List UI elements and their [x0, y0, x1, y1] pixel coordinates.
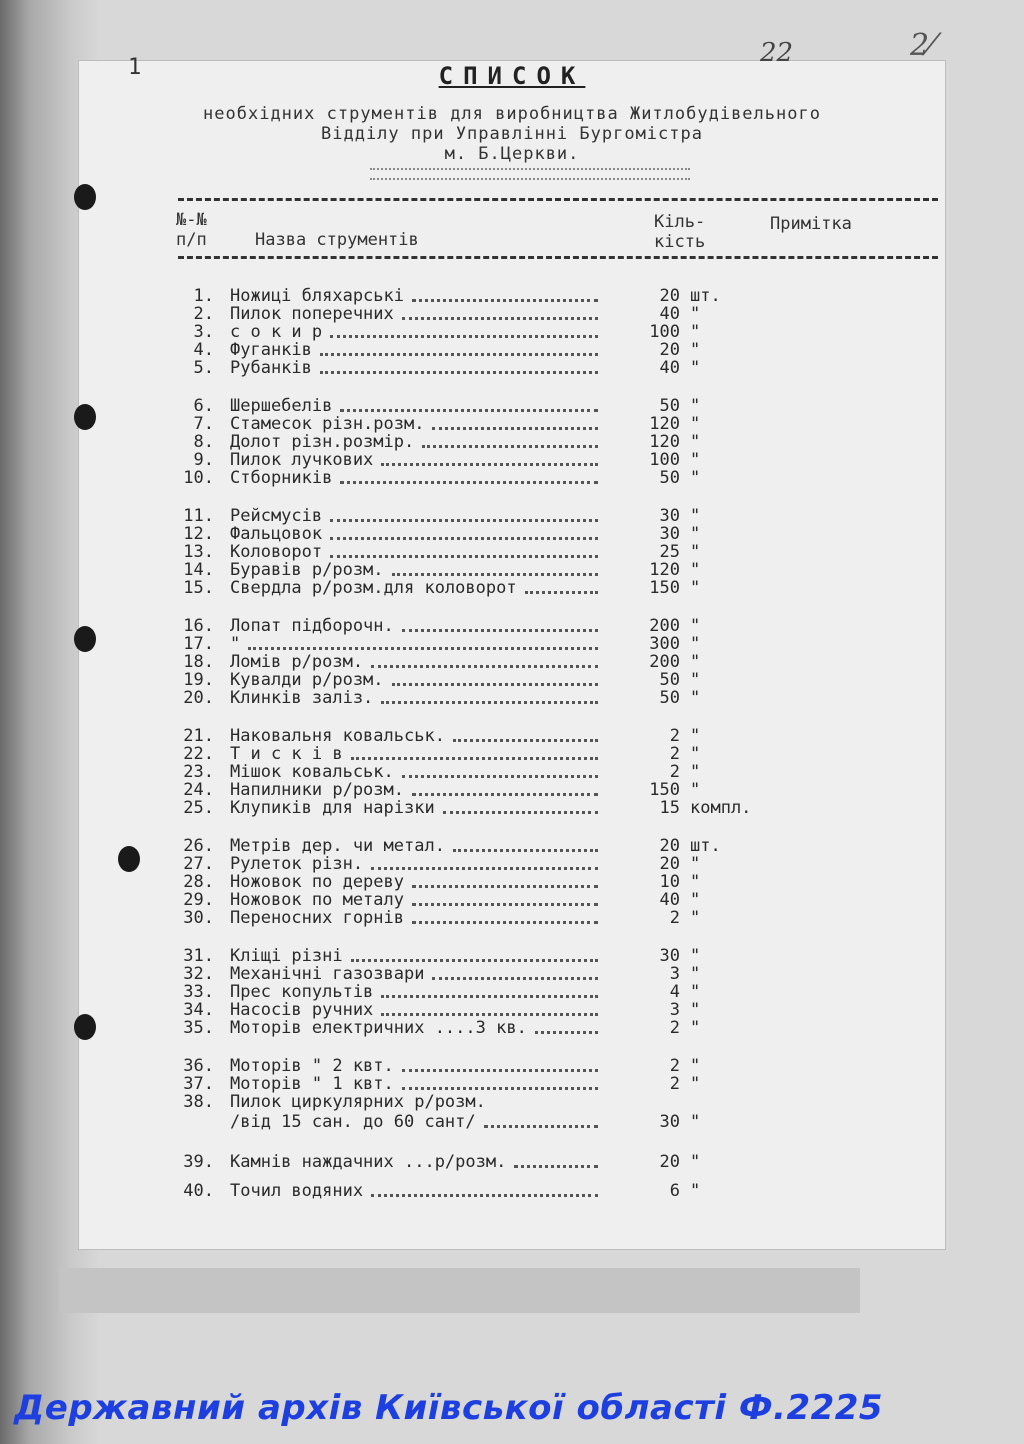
table-row [0, 322, 1024, 342]
quantity: 100 [649, 450, 680, 470]
tool-name: Механічні газозвари [230, 964, 425, 984]
row-number: 25. [183, 798, 214, 818]
table-row [0, 908, 1024, 928]
quantity: 25 [659, 542, 680, 562]
subtitle-line-1: необхідних струментів для виробництва Житлобудівельного [203, 104, 821, 124]
unit: " [690, 1018, 701, 1038]
unit: " [690, 560, 701, 580]
quantity: 120 [649, 560, 680, 580]
table-row [0, 468, 1024, 488]
unit: " [690, 946, 701, 966]
unit: " [690, 1056, 701, 1076]
page-number: 22 [760, 38, 794, 68]
row-number: 8. [193, 432, 214, 452]
unit: " [690, 1074, 701, 1094]
row-number: 38. [183, 1092, 214, 1112]
tool-name: Рулеток різн. [230, 854, 364, 874]
table-row [0, 1018, 1024, 1038]
row-number: 17. [183, 634, 214, 654]
unit: " [690, 1181, 701, 1201]
table-row [0, 872, 1024, 892]
dotted-separator [370, 178, 690, 180]
tool-name: Клупиків для нарізки [230, 798, 435, 818]
table-row [0, 1112, 1024, 1132]
row-number: 29. [183, 890, 214, 910]
tool-name: Ножовок по металу [230, 890, 404, 910]
row-number: 23. [183, 762, 214, 782]
quantity: 20 [659, 340, 680, 360]
archive-caption: Державний архів Київської області Ф.2225 [14, 1388, 884, 1428]
header-qty-bottom: кість [654, 232, 706, 252]
row-number: 19. [183, 670, 214, 690]
tool-name: Моторів " 2 квт. [230, 1056, 394, 1076]
header-name: Назва струментів [255, 230, 419, 250]
table-row [0, 578, 1024, 598]
row-number: 22. [183, 744, 214, 764]
tool-name: Точил водяних [230, 1181, 364, 1201]
unit: " [690, 616, 701, 636]
tool-name: Прес копультів [230, 982, 374, 1002]
quantity: 2 [669, 908, 680, 928]
table-row [0, 286, 1024, 306]
corner-number: 1 [128, 55, 142, 80]
unit: " [690, 304, 701, 324]
quantity: 2 [669, 744, 680, 764]
table-row [0, 780, 1024, 800]
tool-name: Буравів р/розм. [230, 560, 384, 580]
quantity: 50 [659, 468, 680, 488]
tool-name: /від 15 сан. до 60 сант/ [230, 1112, 476, 1132]
row-number: 21. [183, 726, 214, 746]
quantity: 20 [659, 854, 680, 874]
row-number: 36. [183, 1056, 214, 1076]
table-row [0, 670, 1024, 690]
table-row [0, 1000, 1024, 1020]
row-number: 32. [183, 964, 214, 984]
unit: шт. [690, 286, 721, 306]
unit: " [690, 726, 701, 746]
tool-name: Ломів р/розм. [230, 652, 364, 672]
quantity: 10 [659, 872, 680, 892]
tool-name: Пилок поперечних [230, 304, 394, 324]
table-row [0, 414, 1024, 434]
quantity: 120 [649, 432, 680, 452]
unit: " [690, 432, 701, 452]
quantity: 100 [649, 322, 680, 342]
header-note: Примітка [770, 214, 852, 234]
unit: " [690, 890, 701, 910]
table-row [0, 432, 1024, 452]
table-row [0, 358, 1024, 378]
tool-name: Пилок циркулярних р/розм. [230, 1092, 486, 1112]
quantity: 20 [659, 286, 680, 306]
unit: " [690, 780, 701, 800]
tool-name: Моторів " 1 квт. [230, 1074, 394, 1094]
table-row [0, 1056, 1024, 1076]
quantity: 200 [649, 616, 680, 636]
row-number: 5. [193, 358, 214, 378]
table-row [0, 340, 1024, 360]
unit: " [690, 468, 701, 488]
tool-name: с о к и р [230, 322, 323, 342]
quantity: 3 [669, 1000, 680, 1020]
row-number: 28. [183, 872, 214, 892]
header-top-rule [178, 198, 938, 201]
subtitle-line-2: Відділу при Управлінні Бургомістра [321, 124, 703, 144]
quantity: 30 [659, 506, 680, 526]
row-number: 26. [183, 836, 214, 856]
document-title: СПИСОК [438, 62, 586, 90]
tool-name: Лопат підборочн. [230, 616, 394, 636]
tool-name: Метрів дер. чи метал. [230, 836, 445, 856]
tool-name: Стборників [230, 468, 333, 488]
quantity: 2 [669, 1056, 680, 1076]
quantity: 20 [659, 836, 680, 856]
quantity: 300 [649, 634, 680, 654]
table-row [0, 762, 1024, 782]
tool-name: Свердла р/розм.для коловорот [230, 578, 517, 598]
tool-name: " [230, 634, 241, 654]
unit: " [690, 1152, 701, 1172]
unit: " [690, 1112, 701, 1132]
row-number: 1. [193, 286, 214, 306]
table-row [0, 982, 1024, 1002]
tool-name: Шершебелів [230, 396, 333, 416]
tool-name: Рубанків [230, 358, 312, 378]
row-number: 34. [183, 1000, 214, 1020]
table-row [0, 744, 1024, 764]
quantity: 150 [649, 578, 680, 598]
table-row [0, 890, 1024, 910]
tool-name: Переносних горнів [230, 908, 404, 928]
row-number: 13. [183, 542, 214, 562]
row-number: 3. [193, 322, 214, 342]
sheet-shadow [60, 1268, 860, 1313]
table-row [0, 726, 1024, 746]
table-row [0, 634, 1024, 654]
unit: " [690, 322, 701, 342]
row-number: 31. [183, 946, 214, 966]
quantity: 2 [669, 1074, 680, 1094]
tool-name: Стамесок різн.розм. [230, 414, 425, 434]
quantity: 2 [669, 762, 680, 782]
quantity: 2 [669, 726, 680, 746]
table-row [0, 450, 1024, 470]
table-row [0, 854, 1024, 874]
row-number: 24. [183, 780, 214, 800]
tool-name: Ножиці бляхарські [230, 286, 404, 306]
tool-name: Ножовок по дереву [230, 872, 404, 892]
tool-name: Пилок лучкових [230, 450, 374, 470]
table-row [0, 946, 1024, 966]
unit: " [690, 396, 701, 416]
row-number: 4. [193, 340, 214, 360]
tool-name: Клинків заліз. [230, 688, 374, 708]
unit: " [690, 908, 701, 928]
subtitle-line-3: м. Б.Церкви. [444, 144, 580, 164]
quantity: 4 [669, 982, 680, 1002]
unit: " [690, 542, 701, 562]
unit: " [690, 578, 701, 598]
corner-mark: 2⁄ [910, 28, 935, 63]
tool-name: Моторів електричних ....3 кв. [230, 1018, 527, 1038]
unit: " [690, 652, 701, 672]
table-row [0, 506, 1024, 526]
unit: " [690, 414, 701, 434]
table-row [0, 524, 1024, 544]
row-number: 20. [183, 688, 214, 708]
tool-name: Долот різн.розмір. [230, 432, 415, 452]
table-row [0, 1074, 1024, 1094]
header-no-bottom: п/п [176, 230, 207, 250]
row-number: 15. [183, 578, 214, 598]
unit: " [690, 762, 701, 782]
quantity: 2 [669, 1018, 680, 1038]
tool-name: Кувалди р/розм. [230, 670, 384, 690]
quantity: 30 [659, 1112, 680, 1132]
unit: " [690, 688, 701, 708]
row-number: 35. [183, 1018, 214, 1038]
header-no-top: №-№ [176, 210, 207, 230]
tool-name: Камнів наждачних ...р/розм. [230, 1152, 507, 1172]
table-row [0, 396, 1024, 416]
unit: " [690, 358, 701, 378]
row-number: 37. [183, 1074, 214, 1094]
quantity: 50 [659, 688, 680, 708]
row-number: 33. [183, 982, 214, 1002]
table-row [0, 1152, 1024, 1172]
quantity: 150 [649, 780, 680, 800]
table-row [0, 964, 1024, 984]
row-number: 9. [193, 450, 214, 470]
unit: " [690, 634, 701, 654]
unit: " [690, 524, 701, 544]
quantity: 30 [659, 946, 680, 966]
tool-name: Кліщі різні [230, 946, 343, 966]
unit: " [690, 340, 701, 360]
row-number: 40. [183, 1181, 214, 1201]
quantity: 3 [669, 964, 680, 984]
tool-name: Напилники р/розм. [230, 780, 404, 800]
table-row [0, 1181, 1024, 1201]
row-number: 18. [183, 652, 214, 672]
unit: " [690, 872, 701, 892]
header-bottom-rule [178, 256, 938, 259]
quantity: 40 [659, 890, 680, 910]
quantity: 20 [659, 1152, 680, 1172]
unit: " [690, 854, 701, 874]
row-number: 10. [183, 468, 214, 488]
row-number: 27. [183, 854, 214, 874]
punch-hole-icon [74, 184, 96, 210]
tool-name: Т и с к і в [230, 744, 343, 764]
tool-name: Насосів ручних [230, 1000, 374, 1020]
unit: шт. [690, 836, 721, 856]
row-number: 16. [183, 616, 214, 636]
quantity: 120 [649, 414, 680, 434]
table-row [0, 798, 1024, 818]
quantity: 6 [669, 1181, 680, 1201]
table-row [0, 304, 1024, 324]
quantity: 40 [659, 304, 680, 324]
unit: компл. [690, 798, 752, 818]
unit: " [690, 506, 701, 526]
unit: " [690, 964, 701, 984]
row-number: 30. [183, 908, 214, 928]
row-number: 6. [193, 396, 214, 416]
tool-name: Коловорот [230, 542, 323, 562]
row-number: 14. [183, 560, 214, 580]
unit: " [690, 1000, 701, 1020]
table-row [0, 1092, 1024, 1112]
tool-name: Наковальня ковальськ. [230, 726, 445, 746]
quantity: 40 [659, 358, 680, 378]
table-row [0, 652, 1024, 672]
unit: " [690, 982, 701, 1002]
table-row [0, 688, 1024, 708]
unit: " [690, 670, 701, 690]
quantity: 50 [659, 396, 680, 416]
table-row [0, 616, 1024, 636]
row-number: 39. [183, 1152, 214, 1172]
tool-name: Фуганків [230, 340, 312, 360]
quantity: 30 [659, 524, 680, 544]
table-row [0, 542, 1024, 562]
quantity: 200 [649, 652, 680, 672]
table-row [0, 560, 1024, 580]
unit: " [690, 450, 701, 470]
row-number: 12. [183, 524, 214, 544]
tool-name: Рейсмусів [230, 506, 323, 526]
table-row [0, 836, 1024, 856]
row-number: 7. [193, 414, 214, 434]
header-qty-top: Кіль- [654, 212, 706, 232]
dotted-separator [370, 168, 690, 170]
unit: " [690, 744, 701, 764]
quantity: 15 [659, 798, 680, 818]
tool-name: Фальцовок [230, 524, 323, 544]
row-number: 11. [183, 506, 214, 526]
row-number: 2. [193, 304, 214, 324]
tool-name: Мішок ковальськ. [230, 762, 394, 782]
quantity: 50 [659, 670, 680, 690]
